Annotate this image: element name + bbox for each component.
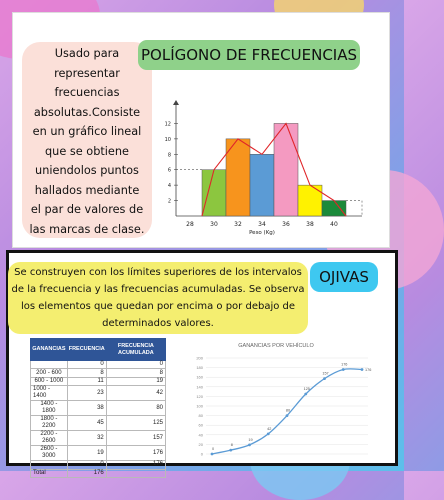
table-cell: 1000 - 1400 [31,386,68,401]
data-label: 157 [322,371,329,376]
table-cell [31,461,68,469]
table-cell: Total [31,469,68,477]
table-row [31,431,166,446]
ojiva-point [286,414,289,417]
table-header: FRECUENCIA [67,339,106,361]
table-row [31,461,166,469]
x-tick-label: 40 [330,221,338,228]
y-tick-label: 140 [196,384,203,390]
y-tick-label: 100 [196,403,203,409]
table-cell: 0 [106,361,165,369]
data-label: 8 [230,443,233,448]
x-tick-label: 34 [258,221,266,228]
ojiva-point [342,368,345,371]
ojiva-point [323,377,326,380]
table-cell: 19 [106,377,165,385]
poligono-chart [152,100,372,242]
frequency-table [30,338,166,478]
table-cell: 11 [67,377,106,385]
table-row [31,416,166,431]
y-tick-label: 0 [200,451,203,457]
ojivas-title: OJIVAS [310,262,378,292]
table-cell [31,361,68,369]
table-cell: 200 - 600 [31,369,68,377]
table-cell: 125 [106,416,165,431]
data-label: 42 [267,426,272,431]
ojivas-description: Se construyen con los límites superiores de los intervalos de la frecuencia y las frecuencias acumuladas. Se observa los elementos que quedan por encima o por debajo de determinados valores. [8,262,308,334]
histogram-bar [274,123,298,216]
x-tick-label: 28 [186,221,194,228]
y-tick-label: 160 [196,374,203,380]
histogram-bar [322,201,346,216]
ojiva-chart-title: GANANCIAS POR VEHÍCULO [238,343,314,349]
x-tick-label: 36 [282,221,290,228]
table-header: FRECUENCIA ACUMULADA [106,339,165,361]
table-cell: 80 [106,401,165,416]
table-cell: 1400 - 1800 [31,401,68,416]
y-axis-arrow [173,100,179,105]
data-label: 125 [303,387,310,391]
data-label: 0 [211,447,215,451]
ojiva-point [304,393,307,396]
ojiva-chart [176,338,376,460]
y-tick-label: 20 [198,441,203,447]
table-cell: 1800 - 2200 [31,416,68,431]
table-header: GANANCIAS [31,339,68,361]
x-tick-label: 32 [234,221,242,228]
poligono-title: POLÍGONO DE FRECUENCIAS [138,40,360,70]
ojiva-point [267,432,270,435]
y-tick-label: 60 [198,422,203,428]
ojiva-point [361,368,364,371]
y-tick-label: 120 [196,393,203,399]
x-axis-label: Peso (Kg) [249,230,275,236]
x-tick-label: 38 [306,221,314,228]
data-label: 176 [365,368,372,373]
y-tick-label: 6 [167,167,171,174]
y-tick-label: 4 [167,183,171,190]
table-cell: 2200 - 2600 [31,431,68,446]
data-label: 176 [341,362,348,367]
table-cell: 157 [106,431,165,446]
data-label: 19 [248,437,253,442]
table-row [31,369,166,377]
ojiva-point [248,443,251,446]
poligono-description: Usado para representar frecuencias absolutas.Consiste en un gráfico lineal que se obtiene uniendolos puntos hallados mediante el par de valores de las marcas de clase. [22,42,152,238]
x-tick-label: 30 [210,221,218,228]
table-cell: 0 [67,461,106,469]
y-tick-label: 10 [164,136,171,143]
table-cell: 8 [67,369,106,377]
table-row [31,401,166,416]
table-cell [106,469,165,477]
table-cell: 0 [67,361,106,369]
y-tick-label: 80 [198,413,203,419]
table-cell: 19 [67,446,106,461]
histogram-bar [202,170,226,216]
table-cell: 176 [106,446,165,461]
ojiva-point [211,453,214,456]
histogram-bar [250,154,274,216]
table-row [31,377,166,385]
table-cell: 45 [67,416,106,431]
ojiva-point [229,449,232,452]
table-cell: 8 [106,369,165,377]
y-tick-label: 200 [196,355,203,361]
table-cell: 176 [106,461,165,469]
y-tick-label: 2 [167,198,171,205]
table-cell: 2600 - 3000 [31,446,68,461]
table-row [31,361,166,369]
table-cell: 600 - 1000 [31,377,68,385]
y-tick-label: 8 [167,152,171,159]
data-label: 80 [285,408,291,413]
y-tick-label: 40 [198,432,203,438]
y-tick-label: 12 [164,121,171,128]
y-tick-label: 180 [196,365,203,371]
table-row [31,386,166,401]
table-cell: 176 [67,469,106,477]
table-cell: 23 [67,386,106,401]
histogram-bar [298,185,322,216]
table-cell: 32 [67,431,106,446]
table-cell: 38 [67,401,106,416]
table-row [31,446,166,461]
table-cell: 42 [106,386,165,401]
table-row [31,469,166,477]
